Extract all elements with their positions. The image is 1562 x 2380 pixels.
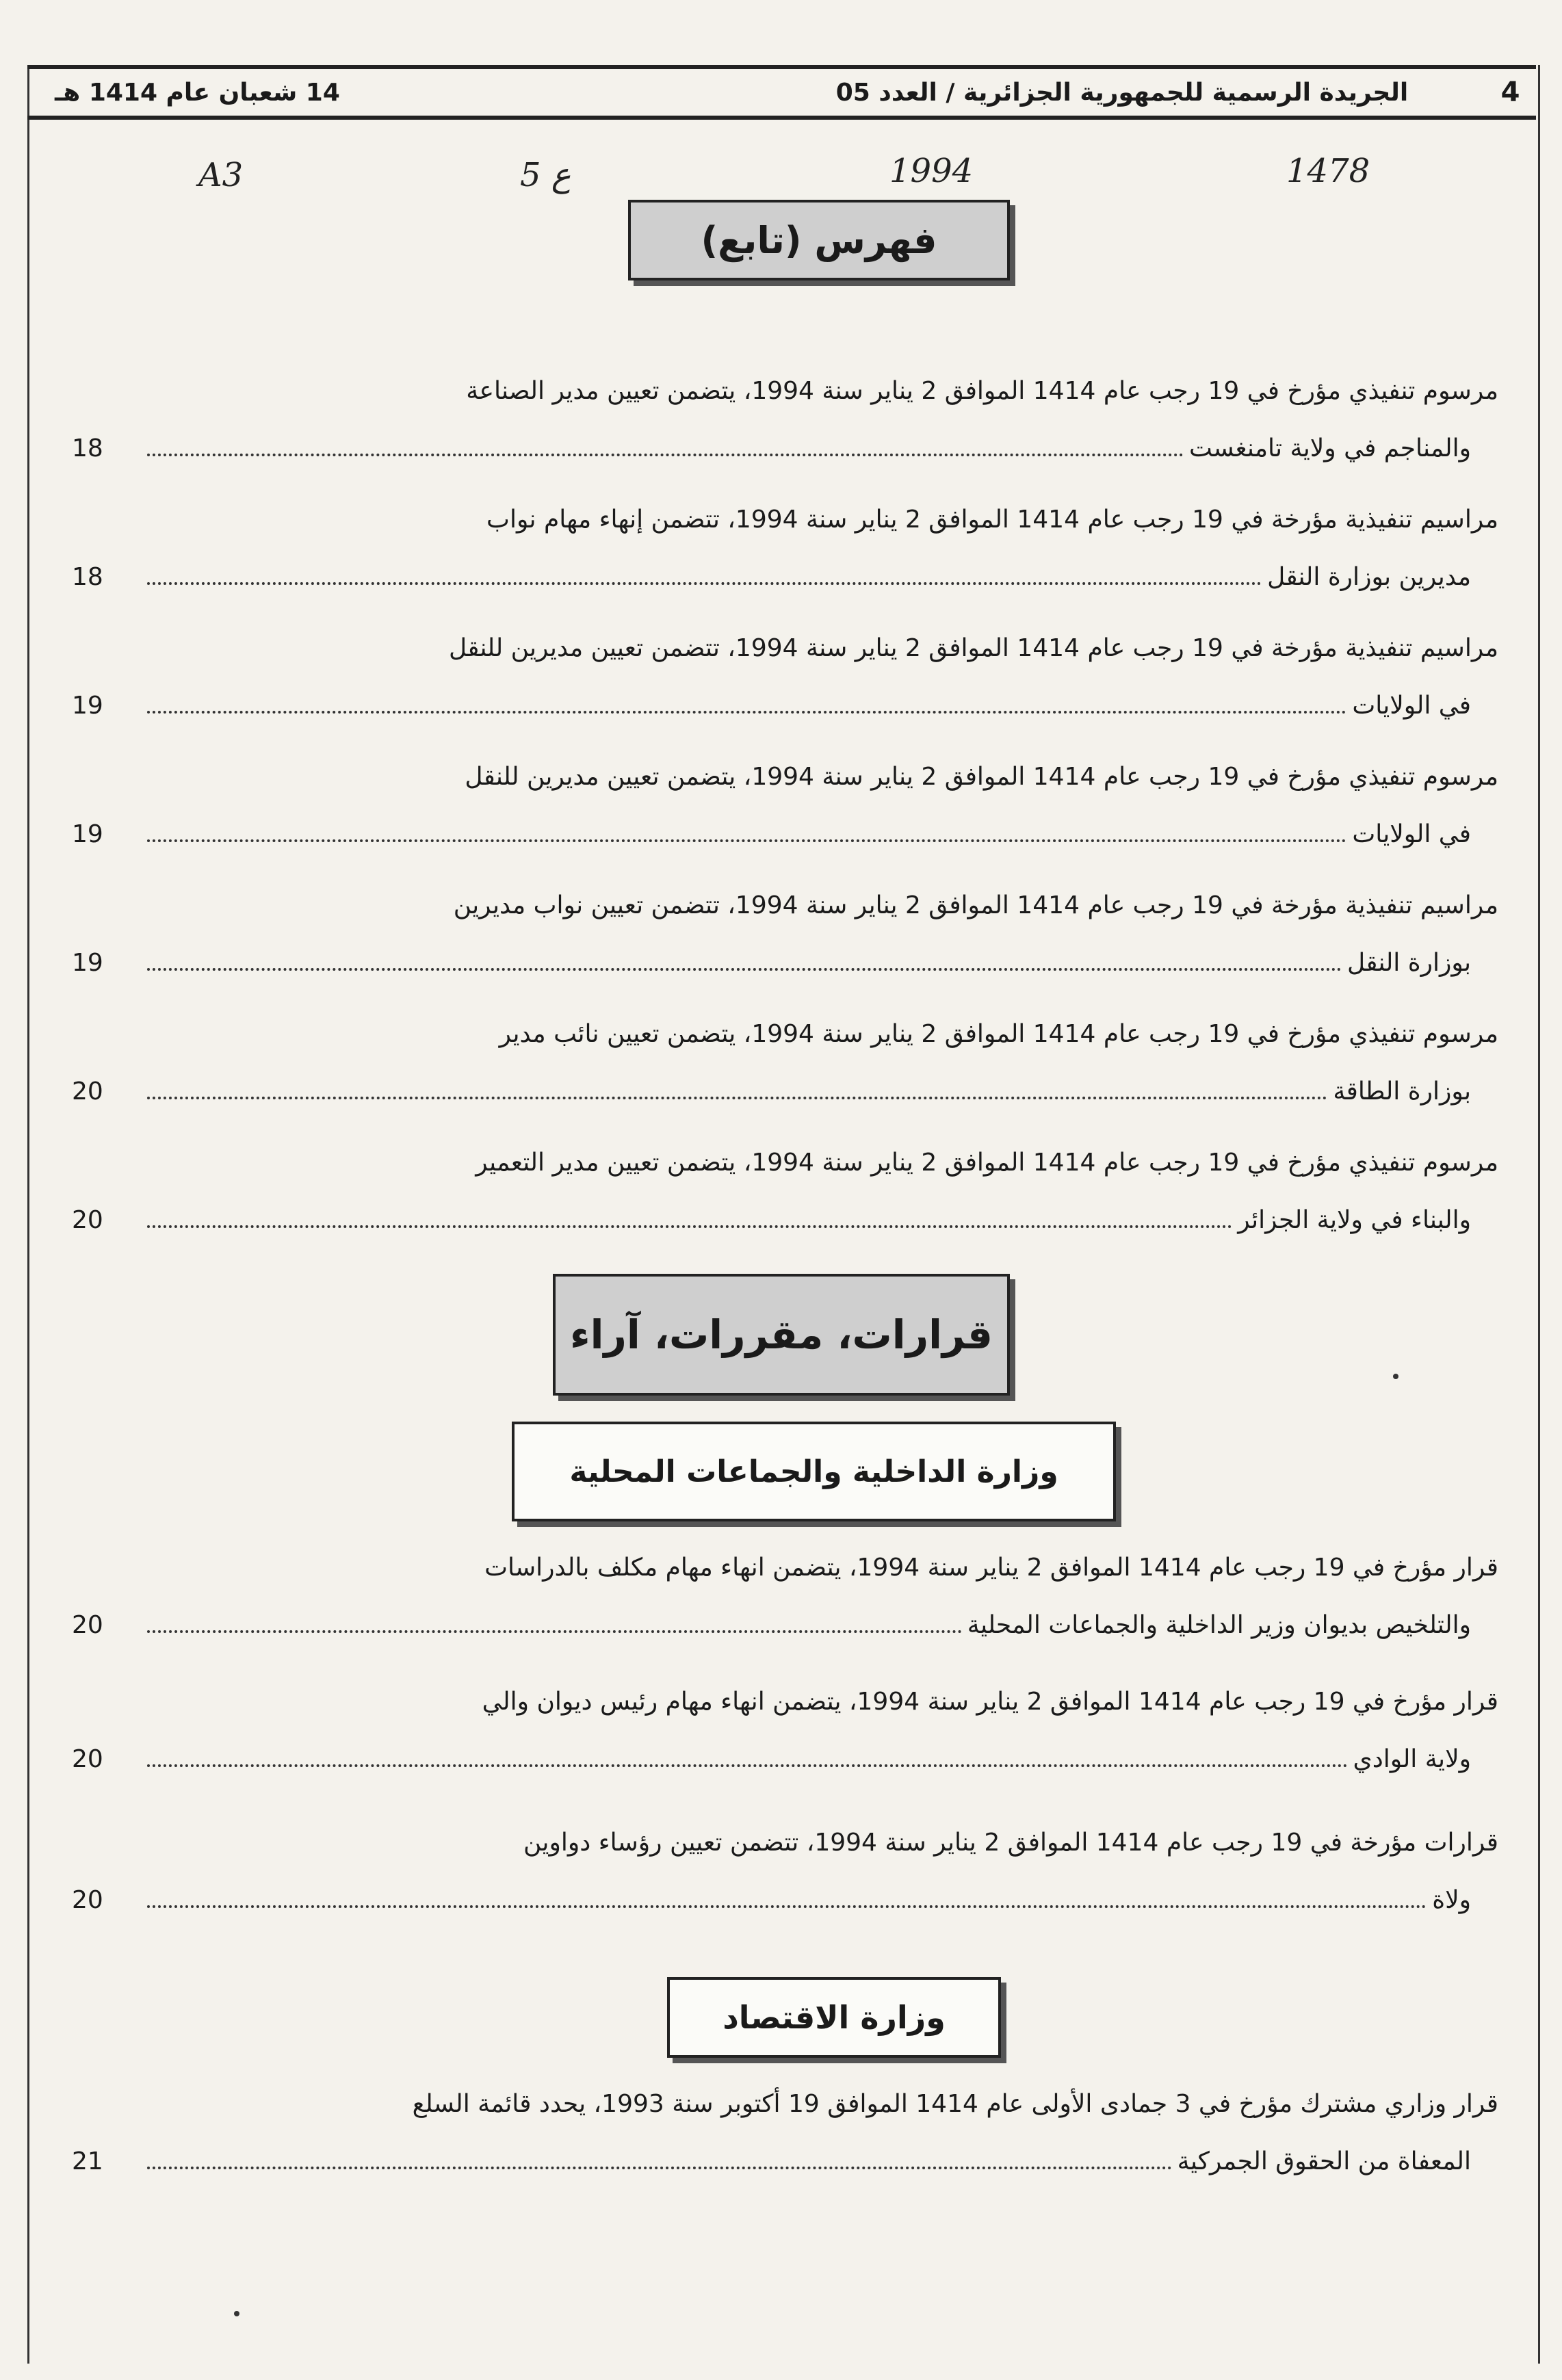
entry bbox=[65, 1134, 1498, 1249]
entry-line: بوزارة النقل bbox=[1346, 949, 1471, 977]
dot-leader bbox=[147, 1225, 1232, 1228]
entry-line: والبناء في ولاية الجزائر bbox=[1238, 1206, 1471, 1234]
dot-leader bbox=[147, 581, 1262, 585]
entry-line: مراسيم تنفيذية مؤرخة في 19 رجب عام 1414 الموافق 2 يناير سنة 1994، تتضمن تعيين نواب مديرين bbox=[453, 891, 1498, 919]
entry-line: والتلخيص بديوان وزير الداخلية والجماعات المحلية bbox=[967, 1611, 1471, 1639]
dot-leader bbox=[147, 2166, 1172, 2169]
issue-date: 14 شعبان عام 1414 هـ bbox=[55, 78, 340, 107]
entry-line: والمناجم في ولاية تامنغست bbox=[1189, 434, 1471, 462]
entry bbox=[65, 1539, 1498, 1654]
entry bbox=[65, 1673, 1498, 1788]
entry bbox=[65, 748, 1498, 863]
entry-line: مرسوم تنفيذي مؤرخ في 19 رجب عام 1414 الموافق 2 يناير سنة 1994، يتضمن تعيين مدير الصناعة bbox=[466, 377, 1498, 405]
handwritten-mark: ع 5 bbox=[520, 156, 571, 194]
handwritten-ref: 1478 bbox=[1286, 152, 1370, 190]
entry-line: قرار مؤرخ في 19 رجب عام 1414 الموافق 2 يناير سنة 1994، يتضمن انهاء مهام مكلف بالدراسات bbox=[484, 1554, 1498, 1582]
entry-line: مراسيم تنفيذية مؤرخة في 19 رجب عام 1414 الموافق 2 يناير سنة 1994، تتضمن تعيين مديرين للنقل bbox=[448, 634, 1498, 662]
entry-line: في الولايات bbox=[1352, 820, 1471, 848]
entry-line: مراسيم تنفيذية مؤرخة في 19 رجب عام 1414 الموافق 2 يناير سنة 1994، تتضمن إنهاء مهام نواب bbox=[486, 506, 1498, 534]
entry-line: مرسوم تنفيذي مؤرخ في 19 رجب عام 1414 الموافق 2 يناير سنة 1994، يتضمن تعيين مدير التعمير bbox=[476, 1149, 1498, 1177]
ministry-interior-title: وزارة الداخلية والجماعات المحلية bbox=[512, 1422, 1116, 1521]
index-title: فهرس (تابع) bbox=[628, 200, 1010, 280]
page-ref: 19 bbox=[72, 820, 103, 848]
dot-leader bbox=[147, 1096, 1327, 1099]
stray-dot bbox=[1393, 1374, 1398, 1379]
entry-line: قرارات مؤرخة في 19 رجب عام 1414 الموافق 2 يناير سنة 1994، تتضمن تعيين رؤساء دواوين bbox=[523, 1829, 1498, 1857]
page-ref: 19 bbox=[72, 949, 103, 977]
dot-leader bbox=[147, 839, 1346, 842]
entry bbox=[65, 877, 1498, 992]
page-ref: 20 bbox=[72, 1745, 103, 1773]
entry-line: في الولايات bbox=[1352, 692, 1471, 720]
handwritten-year: 1994 bbox=[889, 152, 974, 190]
page-header bbox=[27, 65, 1536, 120]
handwritten-a3: A3 bbox=[198, 156, 244, 194]
dot-leader bbox=[147, 1905, 1427, 1908]
entry bbox=[65, 1814, 1498, 1929]
page-ref: 20 bbox=[72, 1206, 103, 1234]
entry-line: مرسوم تنفيذي مؤرخ في 19 رجب عام 1414 الموافق 2 يناير سنة 1994، يتضمن تعيين نائب مدير bbox=[499, 1020, 1498, 1048]
entry bbox=[65, 620, 1498, 735]
entry-line: المعفاة من الحقوق الجمركية bbox=[1177, 2147, 1471, 2175]
entry-line: مرسوم تنفيذي مؤرخ في 19 رجب عام 1414 الموافق 2 يناير سنة 1994، يتضمن تعيين مديرين للنقل bbox=[465, 763, 1498, 791]
entry-line: ولاية الوادي bbox=[1353, 1745, 1471, 1773]
entry bbox=[65, 2076, 1498, 2191]
journal-title: الجريدة الرسمية للجمهورية الجزائرية / العدد 05 bbox=[835, 78, 1409, 107]
entry bbox=[65, 491, 1498, 606]
entry bbox=[65, 1006, 1498, 1121]
entry-line: مديرين بوزارة النقل bbox=[1267, 563, 1471, 591]
page-ref: 19 bbox=[72, 692, 103, 720]
page-ref: 20 bbox=[72, 1886, 103, 1914]
page-number: 4 bbox=[1500, 77, 1520, 108]
entry bbox=[65, 363, 1498, 478]
entry-line: بوزارة الطاقة bbox=[1333, 1077, 1471, 1106]
entry-line: ولاة bbox=[1432, 1886, 1471, 1914]
page-ref: 18 bbox=[72, 563, 103, 591]
entry-line: قرار وزاري مشترك مؤرخ في 3 جمادى الأولى عام 1414 الموافق 19 أكتوبر سنة 1993، يحدد قائمة السلع bbox=[412, 2090, 1498, 2118]
dot-leader bbox=[147, 710, 1346, 714]
ministry-economy-title: وزارة الاقتصاد bbox=[667, 1977, 1001, 2058]
decisions-section-title: قرارات، مقررات، آراء bbox=[553, 1274, 1010, 1396]
page-ref: 20 bbox=[72, 1611, 103, 1639]
page-ref: 20 bbox=[72, 1077, 103, 1106]
page-ref: 21 bbox=[72, 2147, 103, 2175]
dot-leader bbox=[147, 1764, 1348, 1767]
page-ref: 18 bbox=[72, 434, 103, 462]
dot-leader bbox=[147, 1630, 962, 1633]
dot-leader bbox=[147, 967, 1342, 971]
dot-leader bbox=[147, 453, 1184, 456]
stray-dot bbox=[234, 2311, 239, 2316]
entry-line: قرار مؤرخ في 19 رجب عام 1414 الموافق 2 يناير سنة 1994، يتضمن انهاء مهام رئيس ديوان والي bbox=[482, 1688, 1498, 1716]
